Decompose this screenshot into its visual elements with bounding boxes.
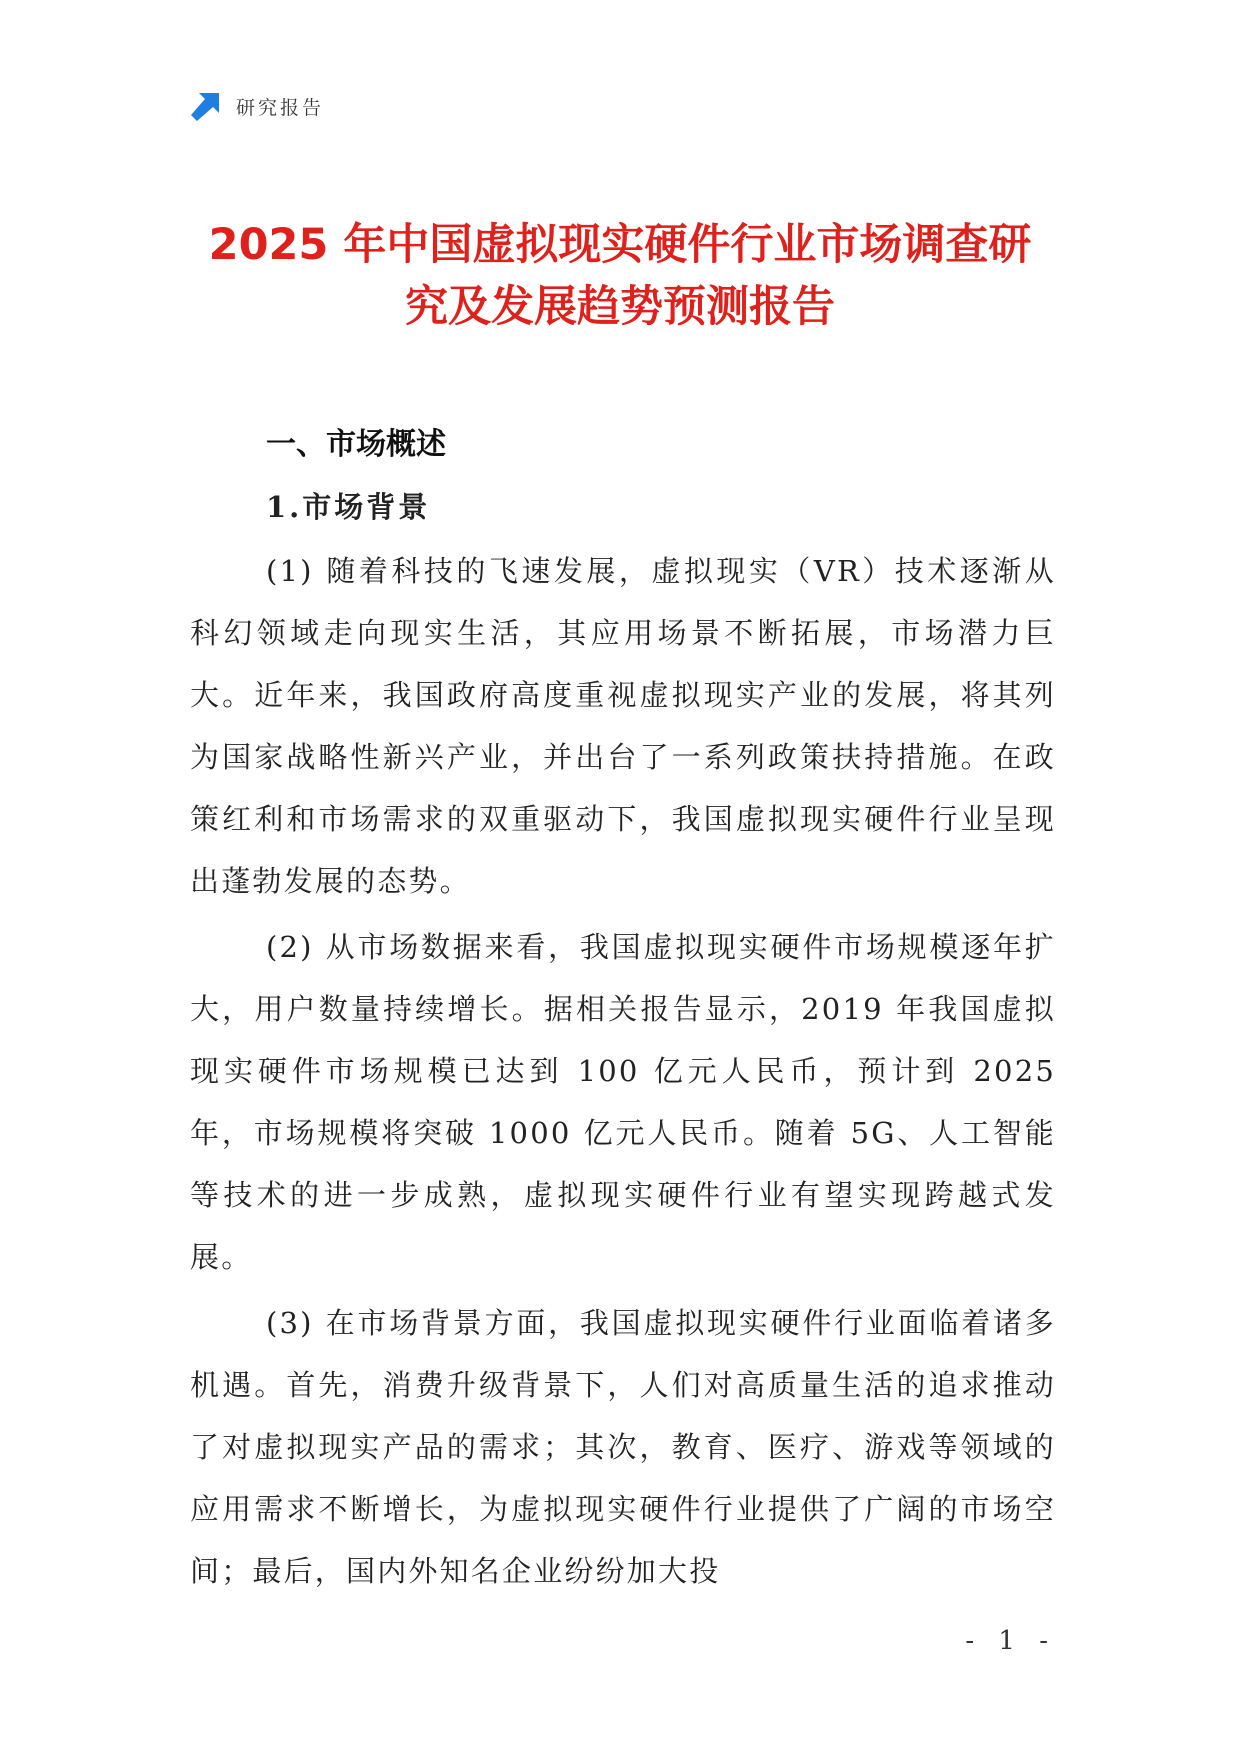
document-body bbox=[190, 416, 1056, 1602]
section-heading: 一、市场概述 bbox=[266, 427, 446, 462]
header-label: 研究报告 bbox=[236, 96, 325, 119]
paragraph-3: (3) 在市场背景方面，我国虚拟现实硬件行业面临着诸多机遇。首先，消费升级背景下，人们对高质量生活的追求推动了对虚拟现实产品的需求；其次，教育、医疗、游戏等领域的应用需求不断增长，为虚拟现实硬件行业提供了广阔的市场空间；最后，国内外知名企业纷纷加大投 bbox=[190, 1306, 1056, 1588]
paragraph-2: (2) 从市场数据来看，我国虚拟现实硬件市场规模逐年扩大，用户数量持续增长。据相关报告显示，2019 年我国虚拟现实硬件市场规模已达到 100 亿元人民币，预计到 2025 年，市场规模将突破 1000 亿元人民币。随着 5G、人工智能等技术的进一步成熟，虚拟现实硬件行业有望实现跨越式发展。 bbox=[190, 930, 1056, 1274]
title-line-2: 究及发展趋势预测报告 bbox=[405, 282, 835, 332]
page-header bbox=[190, 88, 324, 124]
title-line-1: 2025 年中国虚拟现实硬件行业市场调查研 bbox=[208, 220, 1032, 270]
arrow-up-right-icon bbox=[190, 90, 222, 122]
document-title bbox=[150, 214, 1090, 338]
subsection-heading: 1.市场背景 bbox=[266, 490, 431, 524]
page-number: - 1 - bbox=[965, 1626, 1056, 1656]
paragraph-1: (1) 随着科技的飞速发展，虚拟现实（VR）技术逐渐从科幻领域走向现实生活，其应用场景不断拓展，市场潜力巨大。近年来，我国政府高度重视虚拟现实产业的发展，将其列为国家战略性新兴产业，并出台了一系列政策扶持措施。在政策红利和市场需求的双重驱动下，我国虚拟现实硬件行业呈现出蓬勃发展的态势。 bbox=[190, 554, 1056, 898]
